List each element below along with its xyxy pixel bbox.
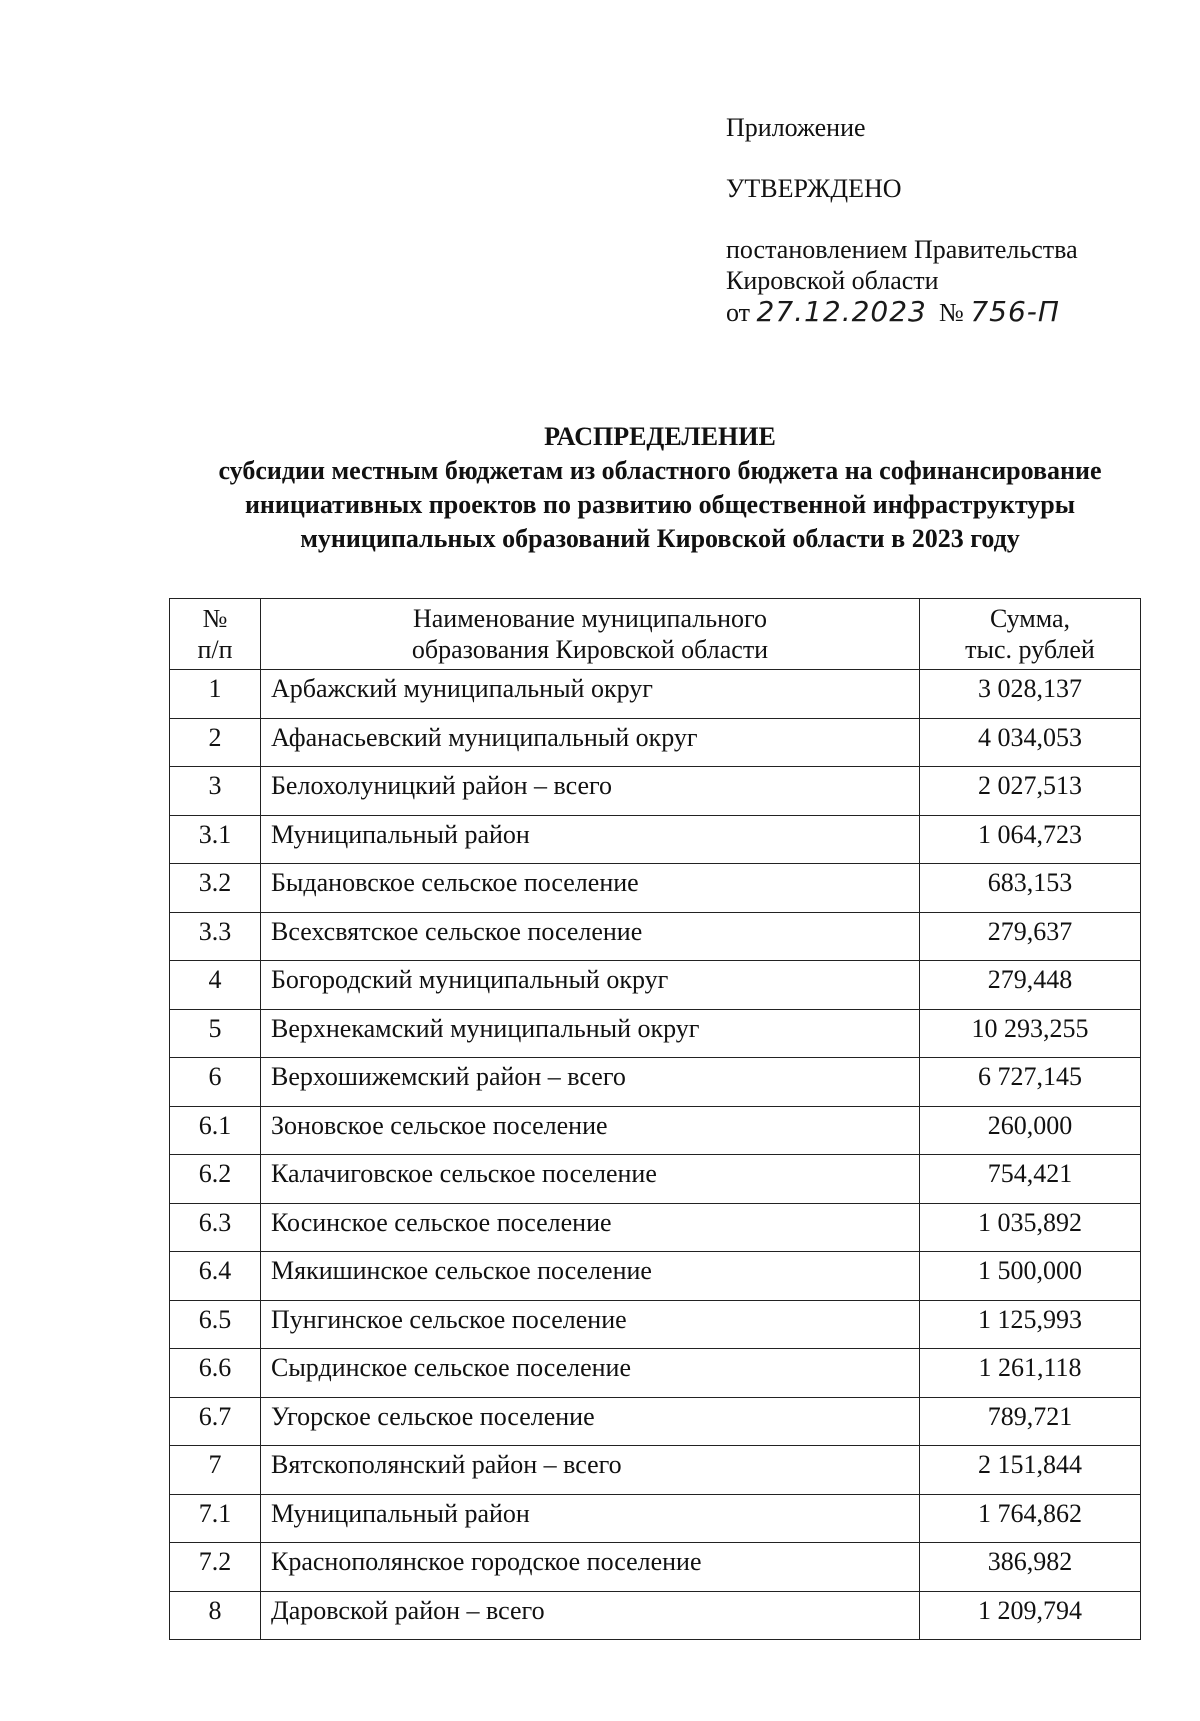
row-name: Калачиговское сельское поселение [261, 1155, 920, 1204]
row-number: 3.2 [170, 864, 261, 913]
row-name: Даровской район – всего [261, 1591, 920, 1640]
row-number: 2 [170, 718, 261, 767]
table-row [170, 1252, 1141, 1301]
row-sum: 789,721 [920, 1397, 1141, 1446]
table-row [170, 670, 1141, 719]
row-number: 8 [170, 1591, 261, 1640]
table-row [170, 1009, 1141, 1058]
row-name: Богородский муниципальный округ [261, 961, 920, 1010]
approval-block [726, 112, 1078, 328]
row-name: Быдановское сельское поселение [261, 864, 920, 913]
row-sum: 1 064,723 [920, 815, 1141, 864]
row-name: Сырдинское сельское поселение [261, 1349, 920, 1398]
row-sum: 3 028,137 [920, 670, 1141, 719]
row-name: Афанасьевский муниципальный округ [261, 718, 920, 767]
heading-title: РАСПРЕДЕЛЕНИЕ [544, 422, 776, 451]
row-number: 3.1 [170, 815, 261, 864]
row-number: 6.7 [170, 1397, 261, 1446]
row-sum: 260,000 [920, 1106, 1141, 1155]
row-number: 7.2 [170, 1543, 261, 1592]
table-row [170, 1155, 1141, 1204]
table-row [170, 767, 1141, 816]
row-sum: 683,153 [920, 864, 1141, 913]
table-row [170, 912, 1141, 961]
handwritten-number: 756-П [970, 295, 1060, 328]
table-row [170, 1591, 1141, 1640]
table-row [170, 1300, 1141, 1349]
row-name: Угорское сельское поселение [261, 1397, 920, 1446]
header-sum [920, 599, 1141, 670]
row-name: Всехсвятское сельское поселение [261, 912, 920, 961]
table-row [170, 1397, 1141, 1446]
row-number: 3.3 [170, 912, 261, 961]
table-row [170, 718, 1141, 767]
row-sum: 1 261,118 [920, 1349, 1141, 1398]
row-sum: 754,421 [920, 1155, 1141, 1204]
row-sum: 2 151,844 [920, 1446, 1141, 1495]
row-name: Косинское сельское поселение [261, 1203, 920, 1252]
table-row [170, 815, 1141, 864]
row-number: 6.6 [170, 1349, 261, 1398]
row-number: 1 [170, 670, 261, 719]
approved-label: УТВЕРЖДЕНО [726, 174, 902, 203]
row-sum: 279,637 [920, 912, 1141, 961]
row-sum: 4 034,053 [920, 718, 1141, 767]
table-row [170, 1058, 1141, 1107]
row-number: 4 [170, 961, 261, 1010]
table-row [170, 1494, 1141, 1543]
table-row [170, 1203, 1141, 1252]
table-row [170, 864, 1141, 913]
row-sum: 6 727,145 [920, 1058, 1141, 1107]
row-number: 6.2 [170, 1155, 261, 1204]
number-prefix: № [939, 298, 964, 327]
row-sum: 386,982 [920, 1543, 1141, 1592]
row-name: Верхнекамский муниципальный округ [261, 1009, 920, 1058]
header-sum-line-1: Сумма, [989, 604, 1071, 633]
header-number [170, 599, 261, 670]
row-sum: 2 027,513 [920, 767, 1141, 816]
row-number: 6.4 [170, 1252, 261, 1301]
row-name: Муниципальный район [261, 815, 920, 864]
row-number: 6.3 [170, 1203, 261, 1252]
row-name: Зоновское сельское поселение [261, 1106, 920, 1155]
row-sum: 1 500,000 [920, 1252, 1141, 1301]
table-row [170, 1446, 1141, 1495]
row-number: 7.1 [170, 1494, 261, 1543]
header-number-line-1: № [202, 604, 228, 633]
decree-line-2: Кировской области [726, 266, 939, 295]
row-sum: 1 035,892 [920, 1203, 1141, 1252]
row-sum: 10 293,255 [920, 1009, 1141, 1058]
row-name: Мякишинское сельское поселение [261, 1252, 920, 1301]
date-prefix: от [726, 298, 751, 327]
table-row [170, 1349, 1141, 1398]
row-name: Муниципальный район [261, 1494, 920, 1543]
heading-line-1: субсидии местным бюджетам из областного бюджета на софинансирование [218, 456, 1102, 485]
row-name: Верхошижемский район – всего [261, 1058, 920, 1107]
table-row [170, 961, 1141, 1010]
row-sum: 1 209,794 [920, 1591, 1141, 1640]
row-sum: 1 125,993 [920, 1300, 1141, 1349]
document-heading [140, 420, 1180, 556]
row-number: 6.1 [170, 1106, 261, 1155]
row-number: 7 [170, 1446, 261, 1495]
row-number: 3 [170, 767, 261, 816]
row-name: Арбажский муниципальный округ [261, 670, 920, 719]
appendix-label: Приложение [726, 113, 866, 142]
header-name-line-2: образования Кировской области [411, 635, 769, 664]
row-name: Краснополянское городское поселение [261, 1543, 920, 1592]
table-header-row [170, 599, 1141, 670]
header-sum-line-2: тыс. рублей [965, 635, 1095, 664]
table-row [170, 1106, 1141, 1155]
handwritten-date: 27.12.2023 [756, 295, 927, 328]
row-number: 6 [170, 1058, 261, 1107]
row-number: 6.5 [170, 1300, 261, 1349]
heading-line-3: муниципальных образований Кировской области в 2023 году [300, 524, 1020, 553]
row-name: Белохолуницкий район – всего [261, 767, 920, 816]
header-name-line-1: Наименование муниципального [412, 604, 768, 633]
decree-date-number [726, 296, 1078, 328]
decree-line-1: постановлением Правительства [726, 235, 1078, 264]
row-number: 5 [170, 1009, 261, 1058]
row-sum: 279,448 [920, 961, 1141, 1010]
row-name: Пунгинское сельское поселение [261, 1300, 920, 1349]
heading-line-2: инициативных проектов по развитию общественной инфраструктуры [244, 490, 1076, 519]
row-sum: 1 764,862 [920, 1494, 1141, 1543]
distribution-table [169, 598, 1141, 1640]
row-name: Вятскополянский район – всего [261, 1446, 920, 1495]
table-row [170, 1543, 1141, 1592]
header-number-line-2: п/п [197, 635, 233, 664]
header-name [261, 599, 920, 670]
